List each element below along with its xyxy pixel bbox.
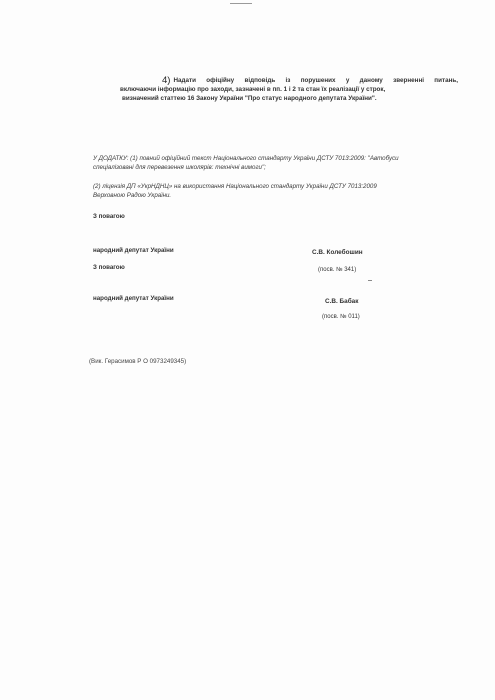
annex-item-1-line-2: спеціалізовані для перевезення школярів: технічні вимоги"; [93, 163, 266, 171]
annex-item-2 [93, 183, 465, 200]
point-4-paragraph [120, 76, 458, 103]
point-4-line-2: включаючи інформацію про заходи, зазначені в пп. 1 і 2 та стан їх реалізації у строк, [120, 86, 386, 93]
scan-mark-top [230, 3, 252, 4]
signature-1-greeting: З повагою [93, 213, 125, 220]
signature-2-greeting: З повагою [93, 264, 125, 271]
signature-2-title: народний депутат України [93, 295, 174, 302]
annex-item-2-line-1: (2) ліцензія ДП «УкрНДНЦ» на використання Національного стандарту України ДСТУ 7013:2009 [93, 183, 377, 190]
signature-2-pen-mark [368, 280, 372, 281]
executor-note: (Вик. Герасимов Р О 0973249345) [89, 358, 187, 365]
point-4-line-1: 4) Надати офіційну відповідь із порушених у даному зверненні питань, [162, 75, 458, 86]
signature-2-cert-number: (посв. № 011) [322, 314, 360, 320]
annex-item-2-line-2: Верховною Радою України. [93, 191, 172, 199]
annex-item-1 [93, 155, 465, 172]
signature-1-name: С.В. Колебошин [312, 249, 363, 256]
annex-item-1-line-1: У ДОДАТКУ: (1) повний офіційний текст Національного стандарту України ДСТУ 7013:2009: "Автобуси [93, 155, 399, 162]
point-4-line-3: визначений статтею 16 Закону України "Про статус народного депутата України". [122, 95, 377, 102]
signature-1-cert-number: (посв. № 341) [318, 267, 357, 273]
point-4-number: 4) [162, 75, 171, 86]
signature-2-name: С.В. Бабак [325, 298, 359, 305]
signature-1-title: народний депутат України [93, 247, 174, 254]
